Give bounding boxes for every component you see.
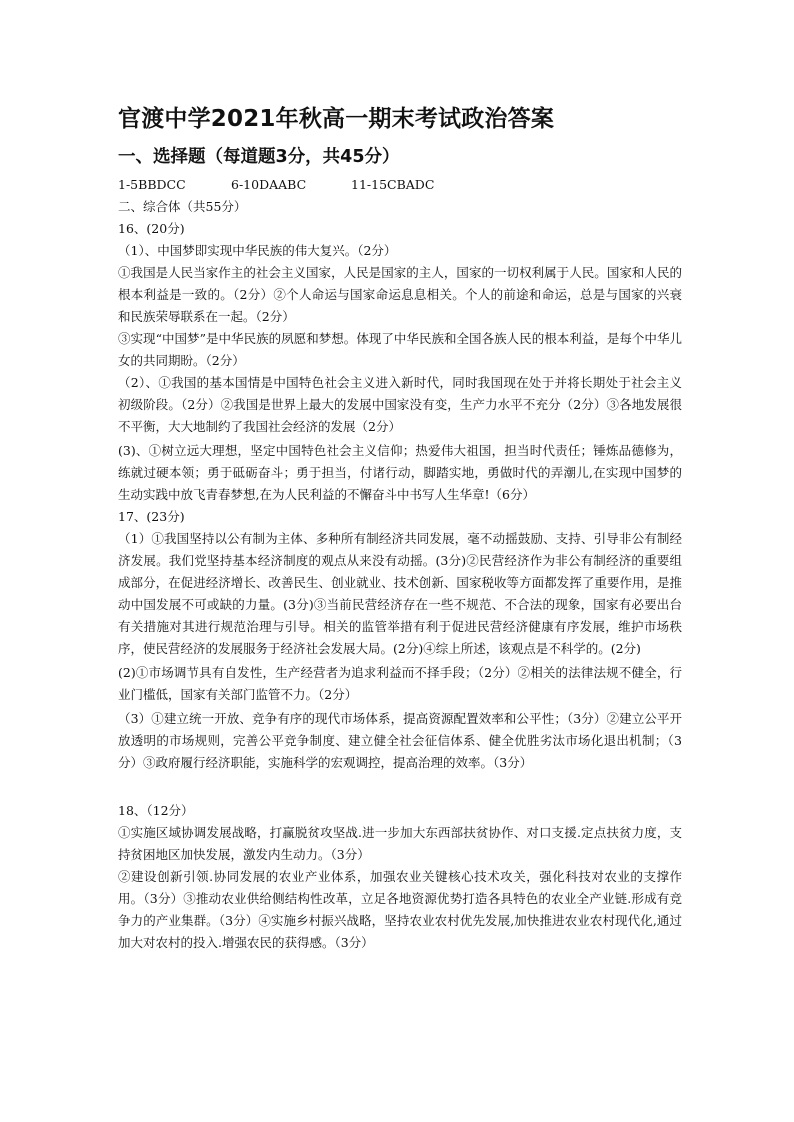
question-18-point-1: ①实施区域协调发展战略，打赢脱贫攻坚战.进一步加大东西部扶贫协作、对口支援.定点扶贫力度，支持贫困地区加快发展，激发内生动力。（3分）: [118, 825, 682, 862]
answer-group-11-15: 11-15CBADC: [351, 177, 435, 192]
question-18-point-2-4: ②建设创新引领.协同发展的农业产业体系，加强农业关键核心技术攻关，强化科技对农业的支撑作用。（3分）③推动农业供给侧结构性改革，立足各地资源优势打造各具特色的农业全产业链.形成有竞争力的产业集群。（3分）④实施乡村振兴战略，坚持农业农村优先发展,加快推进农业农村现代化,通过加大对农村的投入.增强农民的获得感。（3分）: [118, 869, 682, 950]
question-16-part-3: (3)、①树立远大理想，坚定中国特色社会主义信仰；热爱伟大祖国，担当时代责任；锤炼品德修为，练就过硬本领；勇于砥砺奋斗；勇于担当，付诸行动，脚踏实地，勇做时代的弄潮儿,在实现中国梦的生动实践中放飞青春梦想,在为人民利益的不懈奋斗中书写人生华章!（6分）: [118, 443, 682, 502]
question-17-part-1: （1）①我国坚持以公有制为主体、多种所有制经济共同发展，毫不动摇鼓励、支持、引导非公有制经济发展。我们党坚持基本经济制度的观点从来没有动摇。(3分)②民营经济作为非公有制经济的重要组成部分，在促进经济增长、改善民生、创业就业、技术创新、国家税收等方面都发挥了重要作用，是推动中国发展不可或缺的力量。(3分)③当前民营经济存在一些不规范、不合法的现象，国家有必要出台有关措施对其进行规范治理与引导。相关的监管举措有利于促进民营经济健康有序发展，维护市场秩序，使民营经济的发展服务于经济社会发展大局。(2分)④综上所述，该观点是不科学的。(2分): [118, 531, 682, 656]
question-17-header: 17、(23分): [118, 509, 185, 524]
answer-group-6-10: 6-10DAABC: [231, 177, 307, 192]
question-18-header: 18、（12分）: [118, 803, 194, 818]
multiple-choice-answers: [118, 174, 682, 196]
question-16-part-2: （2）、①我国的基本国情是中国特色社会主义进入新时代，同时我国现在处于并将长期处于社会主义初级阶段。（2分）②我国是世界上最大的发展中国家没有变，生产力水平不充分（2分）③各地发展很不平衡，大大地制约了我国社会经济的发展（2分）: [118, 375, 682, 434]
question-18: [118, 800, 682, 954]
question-16-part-1-point-3: ③实现“中国梦”是中华民族的夙愿和梦想。体现了中华民族和全国各族人民的根本利益，是每个中华儿女的共同期盼。（2分）: [118, 331, 682, 368]
question-16: [118, 218, 682, 506]
question-16-part-1-point-1-2: ①我国是人民当家作主的社会主义国家，人民是国家的主人，国家的一切权利属于人民。国家和人民的根本利益是一致的。（2分）②个人命运与国家命运息息相关。个人的前途和命运，总是与国家的兴衰和民族荣辱联系在一起。（2分）: [118, 265, 682, 324]
section-comprehensive-heading: 二、综合体（共55分）: [118, 199, 247, 214]
section-multiple-choice-heading: 一、选择题（每道题3分，共45分）: [118, 147, 400, 167]
question-16-header: 16、(20分): [118, 221, 185, 236]
question-17: [118, 506, 682, 774]
question-16-part-1: （1）、中国梦即实现中华民族的伟大复兴。（2分）: [118, 243, 397, 258]
question-17-part-2: (2)①市场调节具有自发性，生产经营者为追求利益而不择手段；（2分）②相关的法律法规不健全，行业门槛低，国家有关部门监管不力。（2分）: [118, 665, 682, 702]
page-title: 官渡中学2021年秋高一期末考试政治答案: [118, 106, 555, 132]
question-17-part-3: （3）①建立统一开放、竞争有序的现代市场体系，提高资源配置效率和公平性；（3分）②建立公平开放透明的市场规则，完善公平竞争制度、建立健全社会征信体系、健全优胜劣汰市场化退出机制；（3分）③政府履行经济职能，实施科学的宏观调控，提高治理的效率。（3分）: [118, 711, 682, 770]
answer-group-1-5: 1-5BBDCC: [118, 177, 186, 192]
answer-sheet: [118, 102, 682, 954]
